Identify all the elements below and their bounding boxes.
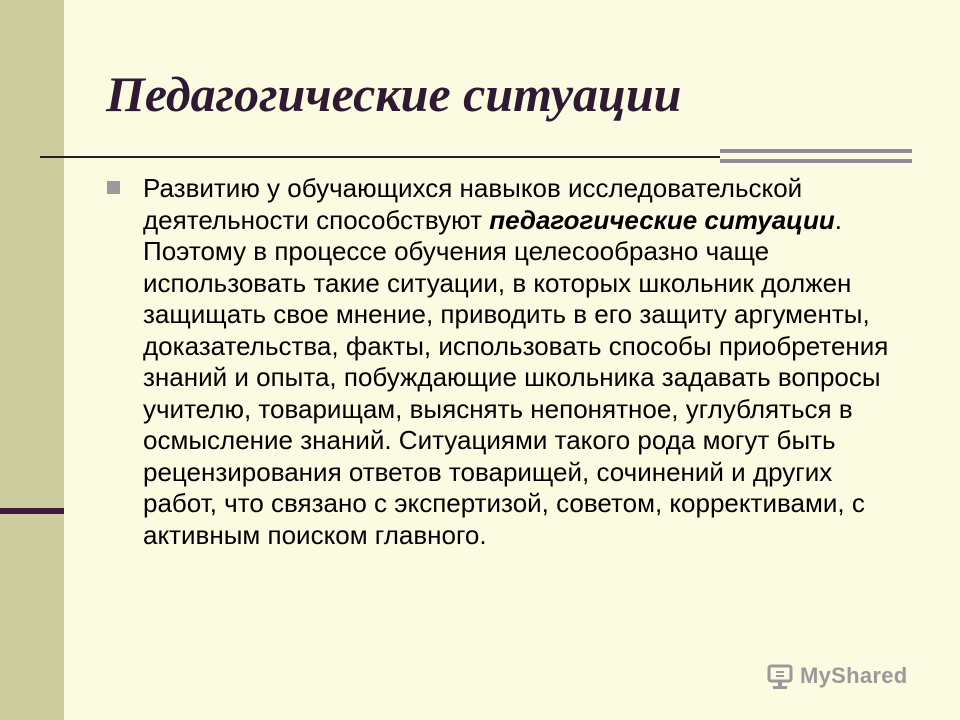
left-decorative-stripe <box>0 0 64 720</box>
watermark-text: MyShared <box>800 663 908 688</box>
myshared-watermark <box>766 658 908 694</box>
title-divider-line <box>40 156 730 158</box>
stripe-accent-bar <box>0 508 64 514</box>
title-divider-gray-bar <box>720 149 912 163</box>
body-text-part-2: . Поэтому в процессе обучения целесообразно чаще использовать такие ситуации, в которых школьник должен защищать свое мнение, приводить в его защиту аргументы, доказательства, факты, использовать способы приобретения знаний и опыта, побуждающие школьника задавать вопросы учителю, товарищам, выяснять непонятное, углубляться в осмысление знаний. Ситуациями такого рода могут быть рецензирования ответов товарищей, сочинений и других работ, что связано с экспертизой, советом, коррективами, с активным поиском главного. <box>143 204 889 550</box>
slide-title: Педагогические ситуации <box>106 66 682 122</box>
body-text-part-1: Развитию у обучающихся навыков исследовательской деятельности способствуют <box>143 173 803 235</box>
bullet-square-icon <box>107 181 120 194</box>
presentation-board-icon <box>766 662 794 690</box>
slide-body-paragraph <box>143 173 903 551</box>
body-text-emphasis: педагогические ситуации <box>489 204 835 235</box>
